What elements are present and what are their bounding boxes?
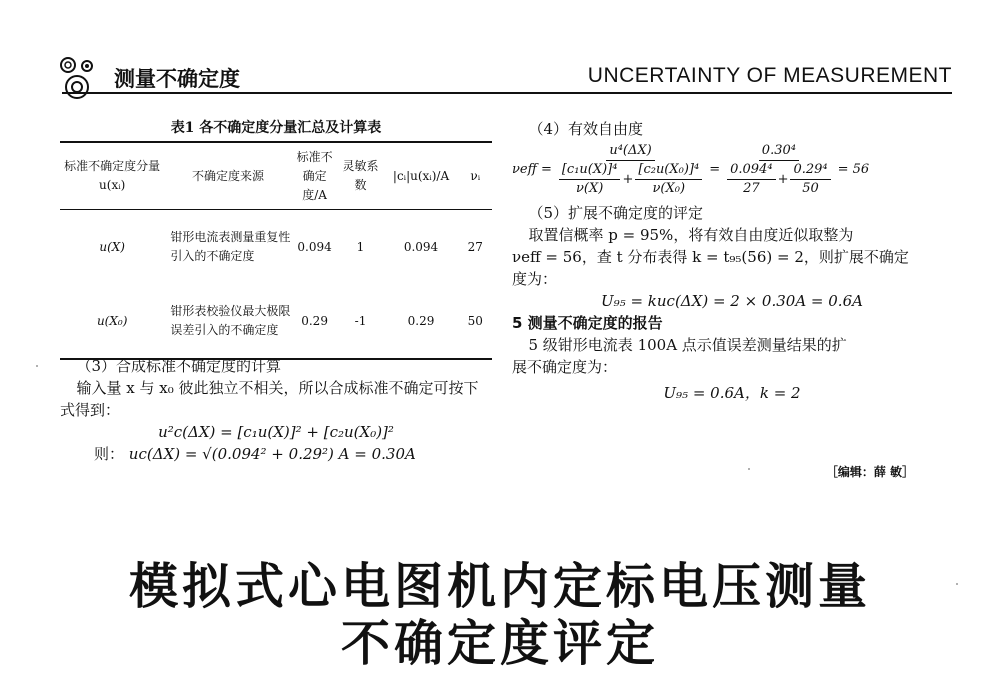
section-title-zh: 测量不确定度	[114, 67, 240, 91]
table-row	[60, 284, 492, 359]
col-std: 标准不确定度/A	[292, 142, 338, 210]
paragraph-5-line2: νeff = 56，查 t 分布表得 k = t₉₅(56) = 2，则扩展不确定	[512, 248, 909, 266]
cell-std: 0.094	[297, 239, 332, 254]
article-title-line1: 模拟式心电图机内定标电压测量	[128, 557, 871, 615]
cell-component: u(X₀)	[60, 284, 164, 359]
header-rule	[62, 92, 952, 94]
fraction-numeric-term1-den: 27	[743, 181, 760, 196]
subsection-4-heading: （4）有效自由度	[528, 120, 644, 138]
plus-sign: +	[622, 171, 634, 187]
equation-veff	[512, 142, 952, 198]
cell-coef: -1	[338, 284, 384, 359]
section-5-heading: 5 测量不确定度的报告	[512, 314, 663, 332]
scan-speck	[36, 365, 38, 367]
cell-source: 钳形电流表测量重复性引入的不确定度	[170, 230, 291, 263]
cell-contrib: 0.29	[383, 284, 458, 359]
cell-std: 0.29	[292, 284, 338, 359]
table-header-row	[60, 142, 492, 210]
col-contrib: |cᵢ|u(xᵢ)/A	[383, 142, 458, 210]
paragraph-5-line3: 度为：	[512, 270, 558, 288]
plus-sign: +	[777, 171, 789, 187]
col-coef: 灵敏系数	[338, 142, 384, 210]
equation-prefix: 则：	[94, 445, 125, 463]
scan-speck	[956, 583, 958, 585]
equation-u95: U₉₅ = kuc(ΔX) = 2 × 0.30A = 0.6A	[601, 292, 863, 310]
left-column	[60, 355, 492, 465]
fraction-numeric-term1-num: 0.094⁴	[727, 161, 775, 180]
cell-source: 钳形表校验仪最大极限误差引入的不确定度	[164, 284, 291, 359]
paragraph-6-line1: 5 级钳形电流表 100A 点示值误差测量结果的扩	[528, 336, 847, 354]
cell-dof: 50	[459, 284, 492, 359]
fraction-main	[554, 142, 707, 198]
subsection-3-heading: （3）合成标准不确定度的计算	[76, 357, 282, 375]
fraction-numerator: u⁴(ΔX)	[606, 142, 654, 161]
fraction-numeric-num: 0.30⁴	[759, 142, 799, 161]
uncertainty-table	[60, 141, 492, 360]
cell-dof: 27	[467, 239, 483, 254]
equation-combined: uc(ΔX) = √(0.094² + 0.29²) A = 0.30A	[128, 445, 416, 463]
table-caption: 表1 各不确定度分量汇总及计算表	[170, 120, 382, 136]
paragraph-6-line2: 展不确定度为：	[512, 358, 618, 376]
fraction-numeric-term2-num: 0.29⁴	[790, 161, 830, 180]
fraction-term1-num: [c₁u(X)]⁴	[559, 161, 621, 180]
veff-lhs: νeff =	[512, 162, 552, 177]
equation-combined-sq: u²c(ΔX) = [c₁u(X)]² + [c₂u(X₀)]²	[158, 423, 394, 441]
editor-note: ［编辑：薛 敏］	[825, 465, 914, 479]
section-title-en: UNCERTAINTY OF MEASUREMENT	[587, 64, 952, 87]
paragraph-5-line1: 取置信概率 p = 95%，将有效自由度近似取整为	[528, 226, 854, 244]
col-dof: νᵢ	[459, 142, 492, 210]
table-row	[60, 210, 492, 285]
right-column	[512, 118, 952, 404]
equation-final: U₉₅ = 0.6A，k = 2	[663, 384, 801, 402]
fraction-numeric	[722, 142, 836, 198]
scan-speck	[748, 468, 750, 470]
cell-contrib: 0.094	[403, 239, 439, 254]
fraction-numeric-term2-den: 50	[802, 181, 819, 196]
cell-coef: 1	[356, 239, 365, 254]
subsection-5-heading: （5）扩展不确定度的评定	[528, 204, 704, 222]
col-source: 不确定度来源	[164, 142, 291, 210]
fraction-term2-den: ν(X₀)	[652, 181, 686, 196]
paragraph-3: 输入量 x 与 x₀ 彼此独立不相关，所以合成标准不确定可按下式得到：	[60, 379, 479, 419]
article-title-line2: 不确定度评定	[340, 614, 659, 672]
fraction-term1-den: ν(X)	[576, 181, 604, 196]
fraction-term2-num: [c₂u(X₀)]⁴	[635, 161, 702, 180]
veff-result: = 56	[837, 162, 870, 177]
cell-component: u(X)	[99, 239, 125, 254]
col-component: 标准不确定度分量 u(xᵢ)	[60, 142, 164, 210]
equals-sign: =	[709, 162, 721, 177]
